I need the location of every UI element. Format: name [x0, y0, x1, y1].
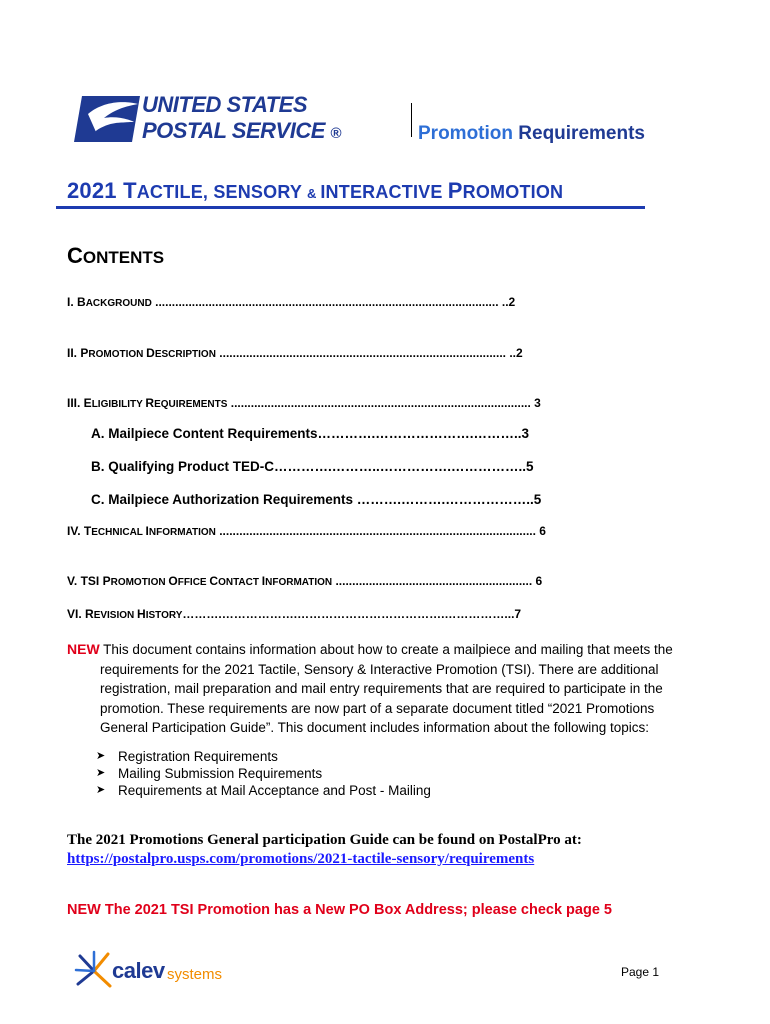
- toc-rest: ACKGROUND: [85, 298, 152, 309]
- bullet-text: Registration Requirements: [118, 749, 278, 764]
- toc-roman: I.: [67, 295, 78, 309]
- toc-cap2: I: [145, 524, 149, 538]
- notice-line5: General Participation Guide”. This document includes information about the following topics:: [100, 720, 650, 735]
- toc-rest2: ISTORY: [145, 610, 183, 621]
- toc-roman: V.: [67, 574, 81, 588]
- calev-wordmark: calev: [112, 958, 165, 983]
- toc-rest2: ESCRIPTION: [154, 349, 216, 360]
- toc-cap: T: [83, 524, 92, 538]
- toc-entry-background[interactable]: [67, 295, 515, 309]
- toc-rest2: NFORMATION: [148, 527, 216, 538]
- toc-roman: II.: [67, 346, 81, 360]
- toc-rest2: FFICE: [177, 577, 210, 588]
- logo-line2: [142, 118, 341, 144]
- toc-rest: ROMOTION: [110, 577, 169, 588]
- toc-leader: ...........................................................: [332, 574, 533, 588]
- title-amp: &: [306, 186, 321, 201]
- toc-page: ..2: [498, 295, 516, 309]
- toc-entry-promotion-description[interactable]: [67, 346, 523, 360]
- arrow-bullet-icon: ➤: [96, 750, 106, 762]
- toc-sub-qualifying-product[interactable]: B. Qualifying Product TED-C………….………..…………….……………..5: [91, 459, 534, 474]
- header-requirements: Requirements: [518, 123, 645, 144]
- toc-leader: ...............................................................................................: [215, 524, 536, 538]
- toc-rest4: NFORMATION: [265, 577, 333, 588]
- notice-line1-text: This document contains information about how to create a mailpiece and mailing that meets the: [99, 642, 673, 657]
- toc-cap: E: [83, 396, 92, 410]
- title-year: 2021: [67, 178, 124, 203]
- calev-logo: [74, 950, 239, 992]
- notice-line1: [67, 640, 707, 660]
- toc-roman: III.: [67, 396, 84, 410]
- toc-sub-authorization[interactable]: C. Mailpiece Authorization Requirements ……….……….………………..5: [91, 492, 542, 507]
- header-promotion: Promotion: [418, 123, 513, 144]
- title-t-cap: T: [123, 178, 137, 203]
- toc-cap2: D: [146, 346, 155, 360]
- toc-cap2: O: [168, 574, 178, 588]
- toc-cap: TSI P: [80, 574, 111, 588]
- title-p-rest: ROMOTION: [462, 182, 564, 202]
- toc-cap2: H: [137, 607, 146, 621]
- topic-bullet-list: [96, 748, 431, 799]
- new-notice-paragraph: [67, 640, 707, 738]
- list-item: [96, 748, 431, 765]
- bullet-text: Requirements at Mail Acceptance and Post - Mailing: [118, 783, 431, 798]
- toc-sub-mailpiece-content[interactable]: A. Mailpiece Content Requirements………….………………….………..3: [91, 426, 530, 441]
- new-label: NEW: [67, 641, 100, 657]
- title-p-cap: P: [447, 178, 463, 203]
- toc-roman: IV.: [67, 524, 84, 538]
- toc-roman: VI.: [67, 607, 86, 621]
- list-item: [96, 782, 431, 799]
- arrow-bullet-icon: ➤: [96, 767, 106, 779]
- contents-rest: ONTENTS: [82, 248, 165, 267]
- toc-rest3: ONTACT: [218, 577, 262, 588]
- title-sensory: SENSORY: [213, 182, 307, 202]
- page-number: Page 1: [621, 965, 660, 979]
- header-divider: [411, 103, 412, 137]
- postalpro-link[interactable]: https://postalpro.usps.com/promotions/2021-tactile-sensory/requirements: [67, 851, 535, 867]
- toc-leader: ......................................................................................: [215, 346, 506, 360]
- notice-line2: requirements for the 2021 Tactile, Sensory & Interactive Promotion (TSI). There are additional: [100, 661, 659, 677]
- calev-star-icon: [74, 950, 114, 992]
- contents-heading: [67, 243, 164, 269]
- notice-line4: promotion. These requirements are now part of a separate document titled “2021 Promotions: [100, 700, 655, 716]
- toc-page: 3: [530, 396, 541, 410]
- logo-reg-mark: ®: [330, 125, 342, 142]
- toc-leader: .......................................................................................................: [151, 295, 499, 309]
- guide-reference-text: The 2021 Promotions General participation Guide can be found on PostalPro at:: [67, 832, 582, 848]
- toc-rest: ROMOTION: [88, 349, 147, 360]
- systems-wordmark: systems: [167, 966, 223, 983]
- title-t-rest: ACTILE,: [136, 182, 214, 202]
- title-interactive: INTERACTIVE: [320, 182, 448, 202]
- toc-page: 6: [535, 524, 546, 538]
- toc-page: 6: [532, 574, 543, 588]
- notice-line3: registration, mail preparation and mail entry requirements that are required to participate in the: [100, 681, 663, 696]
- logo-line2-text: POSTAL SERVICE: [142, 118, 325, 143]
- title-underline: [56, 206, 645, 209]
- toc-cap: P: [80, 346, 89, 360]
- toc-rest: EVISION: [93, 610, 138, 621]
- toc-rest: LIGIBILITY: [91, 399, 146, 410]
- arrow-bullet-icon: ➤: [96, 784, 106, 796]
- toc-cap: B: [77, 295, 86, 309]
- bullet-text: Mailing Submission Requirements: [118, 766, 323, 781]
- toc-leader: ……….……………….……………………………….……………...: [182, 607, 515, 621]
- toc-leader: ..........................................................................................: [227, 396, 531, 410]
- toc-entry-contact[interactable]: [67, 574, 542, 588]
- toc-entry-revision[interactable]: [67, 607, 521, 621]
- eagle-icon: [74, 92, 144, 146]
- toc-entry-eligibility[interactable]: [67, 396, 541, 410]
- toc-cap2: R: [145, 396, 155, 410]
- header-doc-type: [418, 123, 645, 145]
- new-po-box-notice: NEW The 2021 TSI Promotion has a New PO Box Address; please check page 5: [67, 902, 612, 918]
- toc-cap: R: [85, 607, 94, 621]
- document-title: [67, 178, 563, 204]
- toc-cap4: I: [261, 574, 266, 588]
- toc-rest2: EQUIREMENTS: [154, 399, 228, 410]
- toc-page: ..2: [506, 346, 523, 360]
- logo-line1: UNITED STATES: [142, 92, 308, 117]
- toc-page: 7: [514, 607, 522, 621]
- toc-entry-technical[interactable]: [67, 524, 546, 538]
- list-item: [96, 765, 431, 782]
- toc-rest: ECHNICAL: [91, 527, 146, 538]
- toc-cap3: C: [209, 574, 219, 588]
- contents-cap: C: [67, 243, 83, 268]
